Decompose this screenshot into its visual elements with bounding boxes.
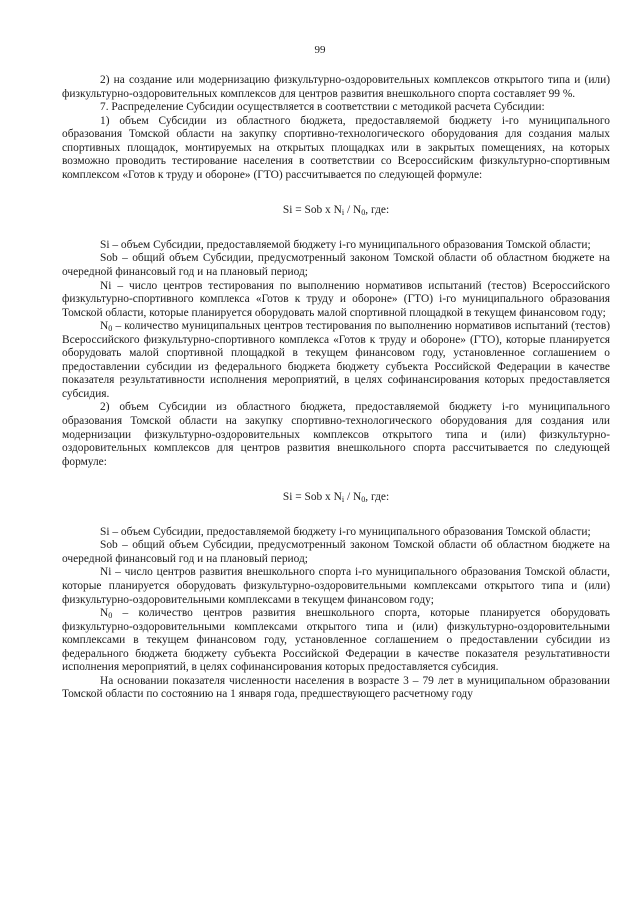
formula-1 [62,204,610,218]
definition-ni: Ni – число центров тестирования по выполнению нормативов испытаний (тестов) Всероссийского физкультурно-спортивного комплекса «Готов к труду и обороне» (ГТО) i-го муниципального образования Томской области, которые планируется оборудовать малой спортивной площадкой в текущем финансовом году; [62,279,610,319]
formula-subscript: i [341,495,345,505]
symbol-subscript: 0 [108,611,113,621]
paragraph: 2) на создание или модернизацию физкультурно-оздоровительных комплексов открытого типа и (или) физкультурно-оздоровительных комплексов для центров развития внешкольного спорта составляет 99 %. [62,74,610,100]
formula-text: Si = Sob х N [282,204,342,217]
definition-si: Si – объем Субсидии, предоставляемой бюджету i-го муниципального образования Томской области; [100,525,591,538]
definition-text: – количество муниципальных центров тестирования по выполнению нормативов испытаний (тестов) Всероссийского физкультурно-спортивного комплекса «Готов к труду и обороне» (ГТО), которые планируется оборудовать малой спортивной площадкой в текущем финансовом году, установленное соглашением о предоставлении субсидии из федерального бюджета бюджету субъекта Российской Федерации в качестве показателя результативности исполнения мероприятий, в целях софинансирования которых предоставляется субсидия. [62,320,610,400]
formula-text: / N [344,491,362,504]
formula-text: , где: [365,491,390,504]
formula-2 [62,491,610,505]
symbol-text: N [100,607,109,620]
formula-text: Si = Sob х N [282,491,342,504]
definition-si: Si – объем Субсидии, предоставляемой бюджету i-го муниципального образования Томской области; [100,238,591,251]
formula-subscript: i [341,208,345,218]
definition-ni: Ni – число центров развития внешкольного спорта i-го муниципального образования Томской области, которые планируется оборудовать физкультурно-оздоровительными комплексами открытого типа и (или) физкультурно-оздоровительными комплексами в текущем финансовом году; [62,566,610,606]
paragraph: 1) объем Субсидии из областного бюджета, предоставляемой бюджету i-го муниципального образования Томской области на закупку спортивно-технологического оборудования для создания малых спортивных площадок, монтируемых на открытых площадках или в закрытых помещениях, на которых возможно проводить тестирование населения в соответствии со Всероссийским физкультурно-спортивным комплексом «Готов к труду и обороне» (ГТО) рассчитывается по следующей формуле: [62,114,610,181]
formula-subscript: 0 [361,208,366,218]
definition-sob: Sob – общий объем Субсидии, предусмотренный законом Томской области об областном бюджете на очередной финансовый год и на плановый период; [62,539,610,565]
definition-n0 [62,607,610,675]
page-number: 99 [314,44,326,56]
paragraph: 2) объем Субсидии из областного бюджета, предоставляемой бюджету i-го муниципального образования Томской области на закупку спортивно-технологического оборудования для создания или модернизации физкультурно-оздоровительных комплексов открытого типа и (или) физкультурно-оздоровительных комплексов для центров развития внешкольного спорта рассчитывается по следующей формуле: [62,401,610,468]
symbol-subscript: 0 [108,324,113,334]
formula-text: / N [344,204,362,217]
definition-sob: Sob – общий объем Субсидии, предусмотренный законом Томской области об областном бюджете на очередной финансовый год и на плановый период; [62,252,610,279]
definition-n0 [62,320,610,401]
paragraph: На основании показателя численности населения в возрасте 3 – 79 лет в муниципальном образовании Томской области по состоянию на 1 января года, предшествующего расчетному году [62,674,610,701]
document-body [62,74,610,702]
formula-subscript: 0 [361,495,366,505]
definition-text: – количество центров развития внешкольного спорта, которые планируется оборудовать физкультурно-оздоровительными комплексами открытого типа и (или) физкультурно-оздоровительными комплексами в текущем финансовом году, установленное соглашением о предоставлении субсидии из федерального бюджета бюджету субъекта Российской Федерации в качестве показателя результативности исполнения мероприятий, в целях софинансирования которых предоставляется субсидия. [62,607,610,674]
paragraph: 7. Распределение Субсидии осуществляется в соответствии с методикой расчета Субсидии: [100,101,545,114]
formula-text: , где: [365,204,390,217]
symbol-text: N [100,320,109,333]
